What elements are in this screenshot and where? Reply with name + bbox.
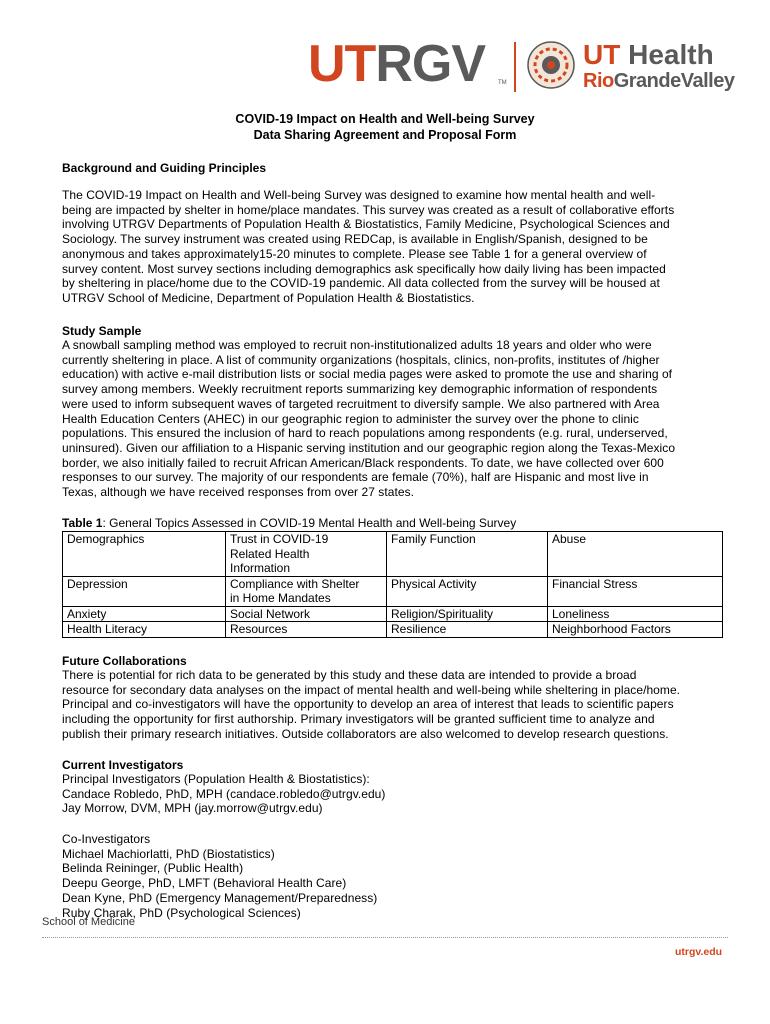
table-cell xyxy=(63,606,226,622)
pi-entry: Jay Morrow, DVM, MPH (jay.morrow@utrgv.edu) xyxy=(62,801,323,816)
utrgv-logo xyxy=(308,35,486,93)
cell-line: Information xyxy=(230,561,291,575)
study-sample-line: responses to our survey. The majority of our respondents are female (70%), half are Hispanic and most live in xyxy=(62,470,649,485)
background-line: being are impacted by shelter in home/place mandates. This survey was created as a result of collaborative efforts xyxy=(62,202,675,217)
rgv-wordmark-rio: Rio xyxy=(583,70,614,92)
cell-line: Health Literacy xyxy=(67,622,148,636)
table-cell xyxy=(226,622,387,638)
table-cell xyxy=(387,622,548,638)
cell-line: Demographics xyxy=(67,532,145,546)
future-line: including the opportunity for first authorship. Primary investigators will be granted sufficient time to analyze and xyxy=(62,712,655,727)
footer-divider xyxy=(42,937,728,938)
table-cell xyxy=(63,576,226,606)
co-investigator-entry: Belinda Reininger, (Public Health) xyxy=(62,861,244,876)
table-cell xyxy=(387,532,548,577)
study-sample-line: currently sheltering in place. A list of community organizations (hospitals, clinics, non-profits, institutes of /higher xyxy=(62,352,660,367)
cell-line: Religion/Spirituality xyxy=(391,606,494,621)
background-line: involving UTRGV Departments of Population Health & Biostatistics, Family Medicine, Psychological Sciences and xyxy=(62,217,670,232)
table-caption xyxy=(62,516,516,531)
future-line: There is potential for rich data to be generated by this study and these data are intended to provide a broad xyxy=(62,668,637,682)
investigators-heading: Current Investigators xyxy=(62,758,184,772)
study-sample-line: education) with active e-mail distribution lists or social media pages were asked to promote the use and sharing of xyxy=(62,367,673,382)
cell-line: Resilience xyxy=(391,622,447,636)
future-heading: Future Collaborations xyxy=(62,654,187,668)
table-row xyxy=(63,622,723,638)
study-sample-line: survey among members. Weekly recruitment reports summarizing key demographic information of respondents xyxy=(62,382,658,397)
co-investigators-heading: Co-Investigators xyxy=(62,832,151,846)
future-paragraph xyxy=(62,668,712,742)
background-line: anonymous and takes approximately15-20 minutes to complete. Please see Table 1 for a general overview of xyxy=(62,246,647,261)
study-sample-line: border, we also initially failed to recruit African American/Black respondents. To date, we have collected over 600 xyxy=(62,455,664,470)
background-line: The COVID-19 Impact on Health and Well-being Survey was designed to examine how mental health and well- xyxy=(62,188,656,202)
study-sample-line: were used to inform subsequent waves of targeted recruitment to diversify sample. We also partnered with Area xyxy=(62,396,660,411)
future-line: resource for secondary data analyses on the impact of mental health and well-being while sheltering in place/home. xyxy=(62,682,681,697)
table-cell xyxy=(63,622,226,638)
rgv-wordmark-rest: GrandeValley xyxy=(613,70,735,92)
cell-line: Social Network xyxy=(230,606,311,621)
pi-entry: Candace Robledo, PhD, MPH (candace.robledo@utrgv.edu) xyxy=(62,786,386,801)
cell-line: Depression xyxy=(67,576,128,591)
footer-school: School of Medicine xyxy=(42,916,135,928)
study-sample-heading: Study Sample xyxy=(62,324,142,338)
future-line: publish their primary research initiatives. Outside collaborators are also welcomed to develop research questions. xyxy=(62,726,669,741)
rgv-wordmark xyxy=(583,70,734,92)
study-sample-line: A snowball sampling method was employed to recruit non-institutionalized adults 18 years and older who were xyxy=(62,338,652,352)
study-sample-paragraph xyxy=(62,338,712,500)
footer-url[interactable]: utrgv.edu xyxy=(675,946,723,958)
uthealth-logo xyxy=(583,40,714,70)
cell-line: Abuse xyxy=(552,532,587,546)
background-heading: Background and Guiding Principles xyxy=(62,161,267,175)
study-sample-line: populations. This ensured the inclusion of hard to reach populations among respondents (e.g. rural, underserved, xyxy=(62,426,668,441)
cell-line: in Home Mandates xyxy=(230,591,331,605)
cell-line: Compliance with Shelter xyxy=(230,576,360,591)
background-line: UTRGV School of Medicine, Department of Population Health & Biostatistics. xyxy=(62,290,475,305)
uthealth-seal-icon xyxy=(526,40,576,90)
co-investigator-entry: Dean Kyne, PhD (Emergency Management/Preparedness) xyxy=(62,890,378,905)
table-row xyxy=(63,606,723,622)
co-investigators-block xyxy=(62,832,712,920)
cell-line: Physical Activity xyxy=(391,576,477,591)
cell-line: Loneliness xyxy=(552,606,610,621)
cell-line: Trust in COVID-19 xyxy=(230,532,329,546)
utrgv-logo-rgv: RGV xyxy=(375,35,486,93)
study-sample-line: uninsured). Given our affiliation to a Hispanic serving institution and our geographic region along the Texas-Mexico xyxy=(62,440,676,455)
table-label: Table 1 xyxy=(62,516,103,530)
co-investigator-entry: Michael Machiorlatti, PhD (Biostatistics) xyxy=(62,846,275,861)
table-cell xyxy=(548,606,723,622)
topics-table xyxy=(62,531,723,638)
pi-block xyxy=(62,772,712,816)
table-cell xyxy=(226,606,387,622)
study-sample-line: Health Education Centers (AHEC) in our geographic region to administer the survey over the phone to clinic xyxy=(62,411,639,426)
table-cell xyxy=(387,576,548,606)
table-cell xyxy=(63,532,226,577)
background-line: by sheltering in place/home due to the COVID-19 pandemic. All data collected from the survey will be housed at xyxy=(62,276,660,291)
cell-line: Anxiety xyxy=(67,606,107,621)
study-sample-line: Texas, although we have received responses from over 27 states. xyxy=(62,485,415,500)
pi-heading: Principal Investigators (Population Health & Biostatistics): xyxy=(62,772,370,786)
table-cell xyxy=(548,532,723,577)
co-investigator-entry: Deepu George, PhD, LMFT (Behavioral Health Care) xyxy=(62,876,347,891)
table-cell xyxy=(548,576,723,606)
table-cell xyxy=(548,622,723,638)
table-cell xyxy=(226,576,387,606)
uthealth-ut: UT xyxy=(583,39,621,70)
trademark-mark: TM xyxy=(498,80,507,86)
table-row xyxy=(63,532,723,577)
table-caption-text: : General Topics Assessed in COVID-19 Mental Health and Well-being Survey xyxy=(102,516,517,530)
table-cell xyxy=(387,606,548,622)
table-row xyxy=(63,576,723,606)
cell-line: Related Health xyxy=(230,546,310,561)
future-line: Principal and co-investigators will have the opportunity to develop an area of interest that leads to scientific papers xyxy=(62,697,674,712)
page-title: COVID-19 Impact on Health and Well-being Survey xyxy=(235,112,535,126)
utrgv-logo-ut: UT xyxy=(308,35,376,93)
background-paragraph xyxy=(62,188,712,306)
co-investigator-entry: Ruby Charak, PhD (Psychological Sciences) xyxy=(62,905,301,920)
background-line: survey content. Most survey sections including demographics ask specifically how daily living has been impacted xyxy=(62,261,666,276)
cell-line: Resources xyxy=(230,622,288,636)
background-line: Sociology. The survey instrument was created using REDCap, is available in English/Spanish, designed to be xyxy=(62,232,648,247)
uthealth-health: Health xyxy=(628,39,714,70)
cell-line: Financial Stress xyxy=(552,576,638,591)
logo-divider xyxy=(514,42,516,92)
cell-line: Neighborhood Factors xyxy=(552,622,671,636)
cell-line: Family Function xyxy=(391,532,476,546)
table-cell xyxy=(226,532,387,577)
page-subtitle: Data Sharing Agreement and Proposal Form xyxy=(253,128,517,142)
